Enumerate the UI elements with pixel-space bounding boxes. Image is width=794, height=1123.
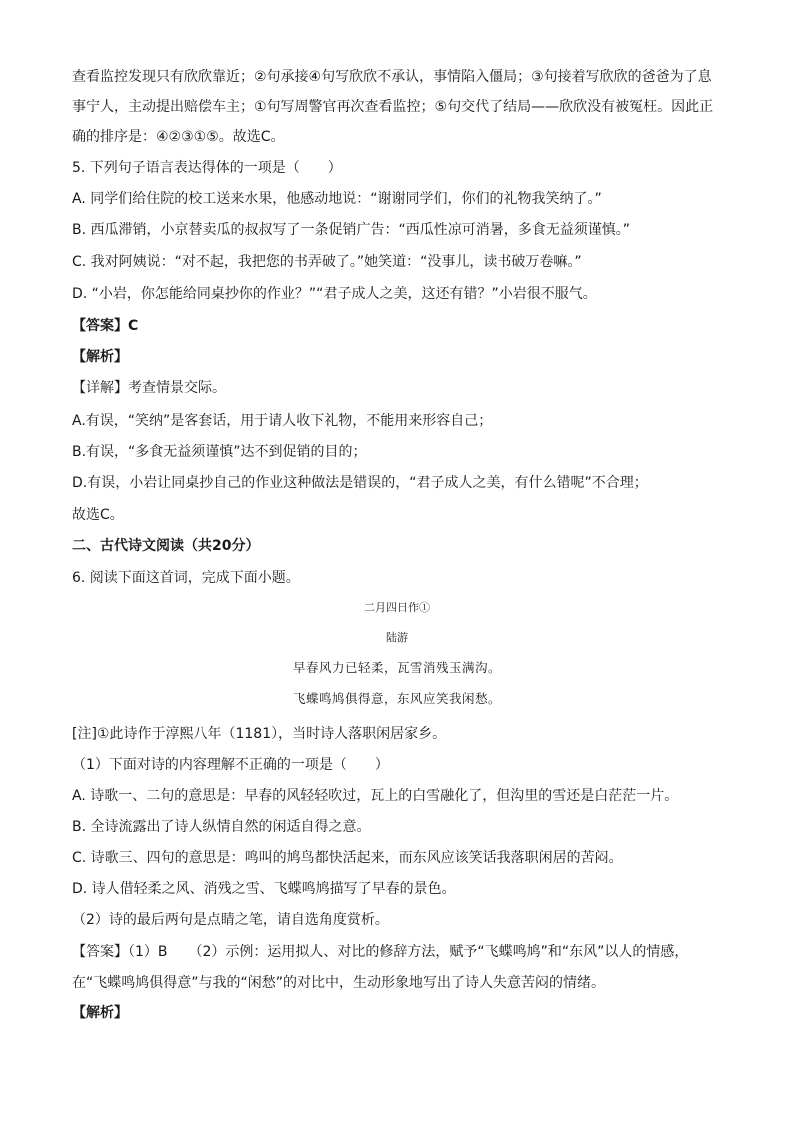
- poem-author: 陆游: [386, 631, 408, 644]
- section-heading: 二、古代诗文阅读（共20分）: [72, 538, 260, 554]
- answer-line-2: 在“飞蝶鸣鸠俱得意”与我的“闲愁”的对比中，生动形象地写出了诗人失意苦闷的情绪。: [72, 975, 606, 991]
- sub-option-b: B. 全诗流露出了诗人纵情自然的闲适自得之意。: [72, 819, 371, 835]
- option-d: D. “小岩，你怎能给同桌抄你的作业？”“君子成人之美，这还有错？”小岩很不服气。: [72, 286, 597, 302]
- detail-b: B.有误，“多食无益须谨慎”达不到促销的目的；: [72, 444, 367, 460]
- detail-line: 【详解】考查情景交际。: [72, 380, 226, 396]
- poem-line-2: 飞蝶鸣鸠俱得意，东风应笑我闲愁。: [292, 691, 501, 706]
- option-c: C. 我对阿姨说：“对不起，我把您的书弄破了。”她笑道：“没事儿，读书破万卷嘛。”: [72, 254, 582, 270]
- option-b: B. 西瓜滞销，小京替卖瓜的叔叔写了一条促销广告：“西瓜性凉可消暑，多食无益须谨慎。”: [72, 222, 631, 238]
- text-line: 事宁人，主动提出赔偿车主；①句写周警官再次查看监控；⑤句交代了结局——欣欣没有被冤枉。因此正: [72, 99, 714, 115]
- text-line: 查看监控发现只有欣欣靠近；②句承接④句写欣欣不承认，事情陷入僵局；③句接着写欣欣的爸爸为了息: [72, 69, 712, 85]
- answer-label: 【答案】C: [72, 318, 139, 334]
- sub-option-a: A. 诗歌一、二句的意思是：早春的风轻轻吹过，瓦上的白雪融化了，但沟里的雪还是白茫茫一片。: [72, 788, 679, 804]
- question-6-stem: 6. 阅读下面这首词，完成下面小题。: [72, 570, 300, 586]
- answer-line-1: 【答案】（1）B （2）示例：运用拟人、对比的修辞方法，赋予“飞蝶鸣鸠”和“东风”以人的情感，: [72, 944, 689, 960]
- detail-d: D.有误，小岩让同桌抄自己的作业这种做法是错误的，“君子成人之美，有什么错呢”不合理；: [72, 475, 648, 491]
- detail-a: A.有误，“笑纳”是客套话，用于请人收下礼物，不能用来形容自己；: [72, 413, 493, 429]
- analysis-label-2: 【解析】: [72, 1005, 128, 1021]
- text-line: 确的排序是：④②③①⑤。故选C。: [72, 129, 285, 145]
- sub-option-c: C. 诗歌三、四句的意思是：鸣叫的鸠鸟都快活起来，而东风应该笑话我落职闲居的苦闷。: [72, 850, 623, 866]
- subquestion-2: （2）诗的最后两句是点睛之笔，请自选角度赏析。: [72, 912, 389, 928]
- conclusion: 故选C。: [72, 507, 124, 523]
- question-5-stem: 5. 下列句子语言表达得体的一项是（ ）: [72, 160, 342, 176]
- subquestion-1: （1）下面对诗的内容理解不正确的一项是（ ）: [72, 757, 389, 773]
- option-a: A. 同学们给住院的校工送来水果，他感动地说：“谢谢同学们，你们的礼物我笑纳了。”: [72, 191, 602, 207]
- sub-option-d: D. 诗人借轻柔之风、消残之雪、飞蝶鸣鸠描写了早春的景色。: [72, 881, 456, 897]
- note-line: [注]①此诗作于淳熙八年（1181），当时诗人落职闲居家乡。: [72, 726, 447, 742]
- analysis-label: 【解析】: [72, 349, 128, 365]
- poem-line-1: 早春风力已轻柔，瓦雪消残玉满沟。: [292, 660, 501, 675]
- poem-title: 二月四日作①: [364, 601, 430, 614]
